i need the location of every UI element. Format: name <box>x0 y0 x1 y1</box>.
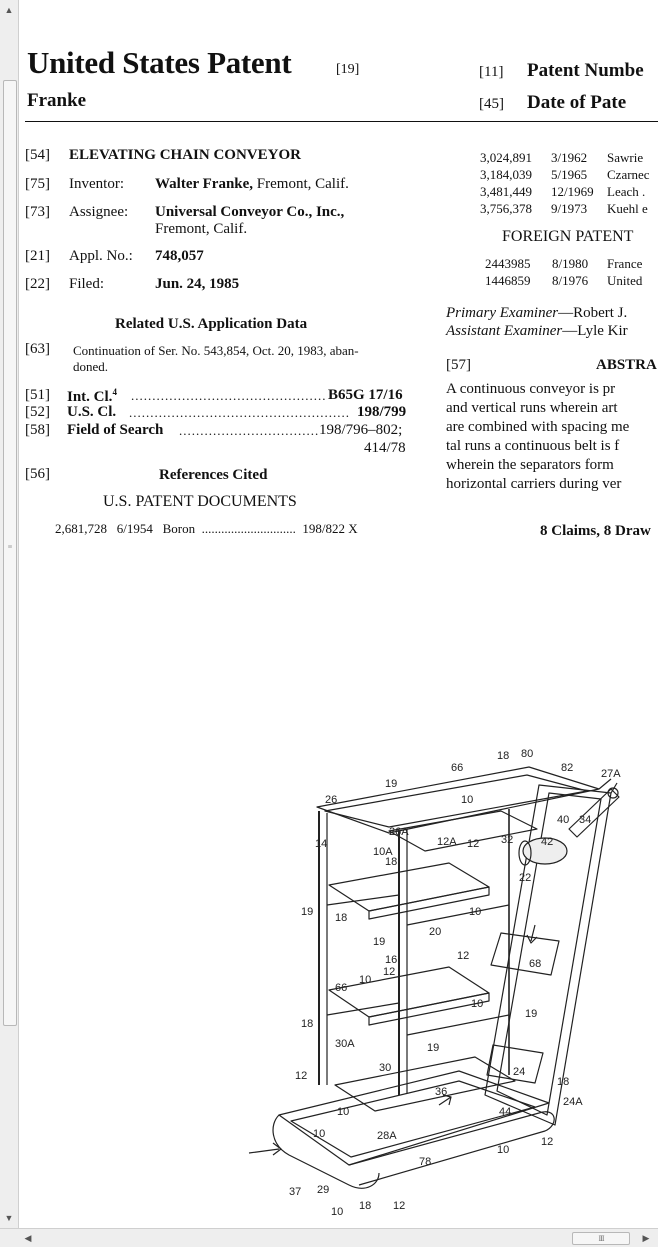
us-doc-number: 3,481,449 <box>480 184 532 199</box>
foreign-doc-date: 8/1980 <box>552 256 589 271</box>
ref-numeral: 40 <box>557 814 570 826</box>
doc-name: Boron <box>162 521 196 536</box>
ref-numeral: 18 <box>497 750 510 762</box>
ref-numeral: 66 <box>451 762 464 774</box>
ref-numeral: 20 <box>429 926 442 938</box>
abstract-line: wherein the separators form <box>446 457 614 473</box>
title-code: [19] <box>336 62 360 77</box>
assignee-label: Assignee: <box>69 204 129 220</box>
ref-numeral: 26A <box>389 826 409 838</box>
us-doc-name: Kuehl e <box>607 201 648 216</box>
appl-label: Appl. No.: <box>69 248 133 264</box>
title-code-54: [54] <box>25 147 50 163</box>
ref-numeral: 19 <box>427 1042 440 1054</box>
assistant-examiner-name: —Lyle Kir <box>562 323 628 339</box>
ref-numeral: 10A <box>373 846 393 858</box>
ref-numeral: 78 <box>419 1156 432 1168</box>
ref-numeral: 12 <box>467 838 480 850</box>
refs-heading: References Cited <box>159 467 268 483</box>
us-cl-leader: .................................................... <box>129 405 350 420</box>
ref-numeral: 12A <box>437 836 457 848</box>
foreign-doc-date: 8/1976 <box>552 273 589 288</box>
field-search-value-1: 198/796–802; <box>319 422 403 438</box>
foreign-heading: FOREIGN PATENT <box>502 228 634 245</box>
abstract-code: [57] <box>446 357 471 373</box>
filed-code: [22] <box>25 276 50 292</box>
field-search-code: [58] <box>25 422 50 438</box>
continuation-line-1: Continuation of Ser. No. 543,854, Oct. 20, 1983, aban- <box>73 343 359 358</box>
ref-numeral: 19 <box>373 936 386 948</box>
field-search-label: Field of Search <box>67 422 164 438</box>
ref-numeral: 19 <box>301 906 314 918</box>
ref-numeral: 82 <box>561 762 574 774</box>
filed-label: Filed: <box>69 276 105 292</box>
us-cl-code: [52] <box>25 404 50 420</box>
ref-numeral: 42 <box>541 836 554 848</box>
bottom-shelf <box>335 1057 515 1111</box>
ref-numeral: 18 <box>359 1200 372 1212</box>
int-cl-superscript: 4 <box>112 387 117 397</box>
inventor-place: Fremont, Calif. <box>256 176 349 192</box>
us-doc-name: Czarnec <box>607 167 650 182</box>
us-doc-number: 3,184,039 <box>480 167 532 182</box>
ref-numeral: 10 <box>337 1106 350 1118</box>
ref-numeral: 16 <box>385 954 398 966</box>
flow-arrow-down-icon <box>527 925 537 943</box>
invention-title: ELEVATING CHAIN CONVEYOR <box>69 147 301 163</box>
ref-numeral: 10 <box>331 1206 344 1218</box>
appl-number: 748,057 <box>155 248 204 264</box>
field-search-leader: ................................. <box>179 423 320 438</box>
figure-labels <box>289 748 621 1218</box>
ref-numeral: 18 <box>335 912 348 924</box>
related-data-heading: Related U.S. Application Data <box>115 316 308 332</box>
inventor-code: [75] <box>25 176 50 192</box>
ref-numeral: 24 <box>513 1066 526 1078</box>
patent-page <box>19 0 658 1228</box>
flow-arrow-icon <box>249 1143 281 1155</box>
scroll-down-arrow-icon[interactable]: ▼ <box>4 1213 14 1223</box>
foreign-doc-country: United <box>607 273 643 288</box>
assistant-examiner-label: Assistant Examiner <box>446 323 563 339</box>
vertical-scrollbar[interactable] <box>0 0 19 1228</box>
us-cl-value: 198/799 <box>357 404 407 420</box>
abstract-heading: ABSTRA <box>596 357 657 373</box>
abstract-line: are combined with spacing me <box>446 419 630 435</box>
ref-numeral: 32 <box>501 834 514 846</box>
horizontal-scroll-thumb[interactable]: III <box>572 1232 630 1245</box>
ref-numeral: 10 <box>497 1144 510 1156</box>
inventor-label: Inventor: <box>69 176 124 192</box>
assignee-code: [73] <box>25 204 50 220</box>
vertical-scroll-thumb[interactable] <box>3 80 17 1026</box>
assignee-place: Fremont, Calif. <box>155 221 248 237</box>
ref-numeral: 37 <box>289 1186 302 1198</box>
us-doc-name: Leach . <box>607 184 646 199</box>
ref-numeral: 10 <box>469 906 482 918</box>
ref-numeral: 24A <box>563 1096 583 1108</box>
field-search-value-2: 414/78 <box>364 440 406 456</box>
appl-code: [21] <box>25 248 50 264</box>
ref-numeral: 10 <box>471 998 484 1010</box>
us-doc-date: 9/1973 <box>551 201 588 216</box>
brace-3 <box>327 895 399 905</box>
primary-examiner-name: —Robert J. <box>558 305 628 321</box>
assignee-name: Universal Conveyor Co., Inc., <box>155 204 345 220</box>
int-cl-code: [51] <box>25 387 50 403</box>
header-rule <box>25 121 658 122</box>
us-doc-date: 12/1969 <box>551 184 594 199</box>
inventor-surname: Franke <box>27 90 87 111</box>
us-doc-number: 3,024,891 <box>480 150 532 165</box>
shelf-top <box>329 863 489 911</box>
ref-numeral: 18 <box>557 1076 570 1088</box>
us-cl-label: U.S. Cl. <box>67 404 117 420</box>
foreign-doc-number: 1446859 <box>485 273 531 288</box>
ref-numeral: 12 <box>383 966 396 978</box>
ref-numeral: 80 <box>521 748 534 760</box>
claims-summary: 8 Claims, 8 Draw <box>540 523 651 539</box>
doc-date: 6/1954 <box>116 521 153 536</box>
doc-number: 2,681,728 <box>55 521 107 536</box>
brace-2 <box>407 1015 509 1035</box>
ref-numeral: 30A <box>335 1038 355 1050</box>
filed-date: Jun. 24, 1985 <box>155 276 240 292</box>
continuation-code: [63] <box>25 341 50 357</box>
ref-numeral: 66 <box>335 982 348 994</box>
date-code: [45] <box>479 96 504 112</box>
ref-numeral: 28A <box>377 1130 397 1142</box>
inventor-name: Walter Franke, <box>155 176 254 192</box>
belt-roll-front <box>349 1112 554 1185</box>
abstract-line: horizontal carriers during ver <box>446 476 622 492</box>
ref-numeral: 10 <box>461 794 474 806</box>
ref-numeral: 22 <box>519 872 532 884</box>
ref-numeral: 34 <box>579 814 592 826</box>
int-cl-leader: .............................................. <box>131 388 327 403</box>
ref-numeral: 12 <box>295 1070 308 1082</box>
scroll-left-arrow-icon[interactable]: ◀ <box>24 1233 32 1243</box>
int-cl-value: B65G 17/16 <box>328 387 403 403</box>
foreign-doc-country: France <box>607 256 643 271</box>
abstract-line: tal runs a continuous belt is f <box>446 438 620 454</box>
ref-numeral: 44 <box>499 1106 512 1118</box>
belt-roll-left <box>273 1115 379 1188</box>
ref-numeral: 19 <box>525 1008 538 1020</box>
inventor-value <box>155 176 349 193</box>
scroll-right-arrow-icon[interactable]: ▶ <box>642 1233 650 1243</box>
ref-numeral: 18 <box>385 856 398 868</box>
ref-numeral: 36 <box>435 1086 448 1098</box>
doc-class: 198/822 X <box>302 521 358 536</box>
foreign-doc-number: 2443985 <box>485 256 531 271</box>
ref-numeral: 29 <box>317 1184 330 1196</box>
ref-numeral: 68 <box>529 958 542 970</box>
date-label: Date of Pate <box>527 92 627 113</box>
ref-numeral: 12 <box>457 950 470 962</box>
scroll-up-arrow-icon[interactable]: ▲ <box>4 5 14 15</box>
document-title: United States Patent <box>27 45 292 80</box>
abstract-line: and vertical runs wherein art <box>446 400 618 416</box>
horizontal-scrollbar[interactable] <box>0 1228 658 1247</box>
us-docs-heading: U.S. PATENT DOCUMENTS <box>103 493 297 510</box>
us-doc-name: Sawrie <box>607 150 644 165</box>
refs-code: [56] <box>25 466 50 482</box>
ref-numeral: 14 <box>315 838 328 850</box>
us-doc-date: 5/1965 <box>551 167 588 182</box>
incline-rail-ext-2 <box>599 779 611 789</box>
ref-numeral: 26 <box>325 794 338 806</box>
shelf-right-1 <box>491 933 559 975</box>
primary-examiner-label: Primary Examiner <box>446 305 559 321</box>
assistant-examiner <box>446 323 628 340</box>
ref-numeral: 18 <box>301 1018 314 1030</box>
ref-numeral: 30 <box>379 1062 392 1074</box>
continuation-line-2: doned. <box>73 359 109 374</box>
grip-icon: ≡ <box>7 542 13 551</box>
ref-numeral: 27A <box>601 768 621 780</box>
us-doc-number: 3,756,378 <box>480 201 532 216</box>
patent-number-label: Patent Numbe <box>527 60 644 81</box>
patent-drawing <box>239 745 658 1228</box>
abstract-line: A continuous conveyor is pr <box>446 381 616 397</box>
ref-numeral: 10 <box>313 1128 326 1140</box>
us-doc-row <box>55 521 358 537</box>
us-doc-date: 3/1962 <box>551 150 588 165</box>
doc-leader: ............................. <box>201 521 296 536</box>
patent-number-code: [11] <box>479 64 504 80</box>
primary-examiner <box>446 305 627 322</box>
ref-numeral: 12 <box>541 1136 554 1148</box>
ref-numeral: 10 <box>359 974 372 986</box>
ref-numeral: 19 <box>385 778 398 790</box>
ref-numeral: 12 <box>393 1200 406 1212</box>
int-cl-label-text: Int. Cl. <box>67 389 113 405</box>
